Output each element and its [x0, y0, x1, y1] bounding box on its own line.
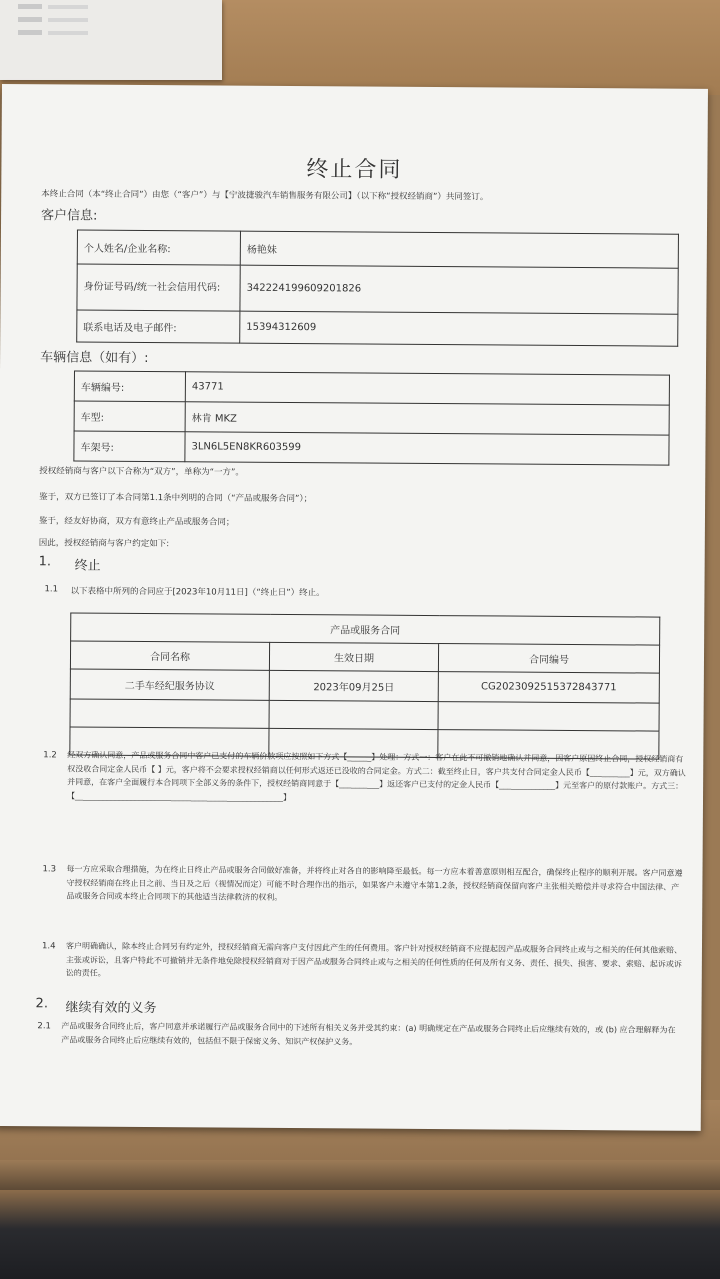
table-row	[70, 669, 659, 703]
contract-paper	[0, 84, 708, 1131]
vehicle-info-table	[73, 371, 670, 466]
contract-table-caption: 产品或服务合同	[71, 613, 660, 645]
clause-1-3-number: 1.3	[42, 864, 57, 875]
recital-4: 因此，授权经销商与客户约定如下:	[38, 538, 170, 550]
vehicle-heading: 车辆信息（如有）:	[40, 350, 149, 367]
section-1-heading: 终止	[74, 558, 101, 574]
customer-id-value: 342224199609201826	[240, 265, 678, 314]
recital-2: 鉴于，双方已签订了本合同第1.1条中列明的合同（“产品或服务合同”）；	[39, 492, 313, 505]
recital-3: 鉴于，经友好协商，双方有意终止产品或服务合同；	[38, 516, 235, 528]
table-row	[70, 699, 659, 731]
header-contract-number: 合同编号	[438, 644, 659, 674]
desk-edge	[0, 1160, 720, 1190]
vehicle-number-value: 43771	[185, 372, 669, 405]
vehicle-model-value: 林肯 MKZ	[185, 402, 669, 435]
clause-2-1-text: 产品或服务合同终止后，客户同意并承诺履行产品或服务合同中的下述所有相关义务并受其约束：(a) 明确规定在产品或服务合同终止后应继续有效的，或 (b) 应合理解释为在产品或服务合同终止后应继续有效的，包括但不限于保密义务、知识产权保护义务。	[61, 1021, 676, 1047]
clause-1-1-number: 1.1	[44, 584, 59, 595]
header-effective-date: 生效日期	[269, 642, 438, 671]
empty-cell	[438, 702, 659, 732]
table-row	[74, 371, 669, 405]
clause-2-1-number: 2.1	[37, 1021, 51, 1032]
vehicle-number-label: 车辆编号:	[74, 371, 185, 402]
customer-name-label: 个人姓名/企业名称:	[77, 230, 240, 265]
table-row	[77, 230, 678, 268]
table-row	[77, 310, 678, 346]
section-2-heading: 继续有效的义务	[65, 1000, 157, 1017]
section-2-number: 2.	[35, 996, 49, 1012]
empty-cell	[269, 700, 438, 729]
empty-cell	[70, 699, 269, 728]
document-title: 终止合同	[306, 157, 403, 183]
background-sheet	[0, 0, 222, 80]
table-row	[71, 613, 660, 645]
table-row	[77, 264, 678, 314]
customer-info-table	[76, 230, 679, 347]
effective-date-cell: 2023年09月25日	[269, 670, 438, 701]
customer-heading: 客户信息:	[41, 208, 98, 224]
clause-1-3-text: 每一方应采取合理措施，为在终止日终止产品或服务合同做好准备，并将终止对各自的影响降至最低。每一方应本着善意原则相互配合，确保终止程序的顺利开展。客户同意遵守授权经销商在终止日之前、当日及之后（视情况而定）可能不时合理作出的指示，如果客户未遵守本第1.2条，授权经销商保留向客户主张相关赔偿并寻求符合中国法律、产品或服务合同或本终止合同项下的其他适当法律救济的权利。	[66, 864, 683, 902]
customer-id-label: 身份证号码/统一社会信用代码:	[77, 264, 240, 311]
clause-1-4-text: 客户明确确认，除本终止合同另有约定外，授权经销商无需向客户支付因此产生的任何费用。客户针对授权经销商不应提起因产品或服务合同终止或与之相关的任何其他索赔、主张或诉讼，且客户特此不可撤销并无条件地免除授权经销商对于因产品或服务合同终止或与之相关的任何性质的任何及所有义务、责任、损失、损害、要求、索赔、起诉或诉讼的责任。	[65, 941, 683, 978]
customer-contact-label: 联系电话及电子邮件:	[77, 310, 240, 343]
product-service-contract-table	[69, 612, 660, 759]
contract-number-cell: CG202309251537284377​1	[438, 672, 659, 704]
recital-1: 授权经销商与客户以下合称为“双方”，单称为“一方”。	[39, 466, 244, 478]
customer-contact-value: 15394312609	[240, 311, 678, 346]
clause-1-1-text: 以下表格中所列的合同应于[2023年10月11日]（“终止日”）终止。	[70, 586, 325, 599]
clause-1-2-number: 1.2	[43, 750, 57, 761]
vehicle-vin-label: 车架号:	[74, 431, 185, 462]
contract-name-cell: 二手车经纪服务协议	[70, 669, 269, 700]
clause-1-4-number: 1.4	[41, 941, 56, 952]
clause-1-2-text: 经双方确认同意，产品或服务合同中客户已支付的车辆价款项应按照如下方式【______】处理：方式一：客户在此不可撤销地确认并同意，因客户原因终止合同，授权经销商有权没收合同定金人民币【 】元，客户将不会要求授权经销商以任何形式返还已没收的合同定金。方式二：截至终止日，客户共支付合同定金人民币【__________】元，双方确认并同意，在客户全面履行本合同项下全部义务的条件下，授权经销商同意于【__________】返还客户已支付的定金人民币【______________】元至客户的原付款账户。方式三：【____________________________________________________】	[67, 750, 686, 802]
vehicle-vin-value: 3LN6L5EN8KR603599	[185, 432, 669, 465]
vehicle-model-label: 车型:	[74, 401, 185, 432]
table-row	[74, 401, 669, 435]
header-contract-name: 合同名称	[70, 641, 269, 670]
section-1-number: 1.	[38, 554, 52, 570]
table-row	[70, 641, 659, 673]
intro-text: 本终止合同（本“终止合同”）由您（“客户”）与【宁波捷骏汽车销售服务有限公司】（以下称“授权经销商”）共同签订。	[41, 189, 489, 203]
table-row	[74, 431, 669, 465]
customer-name-value: 杨艳妹	[240, 231, 678, 268]
